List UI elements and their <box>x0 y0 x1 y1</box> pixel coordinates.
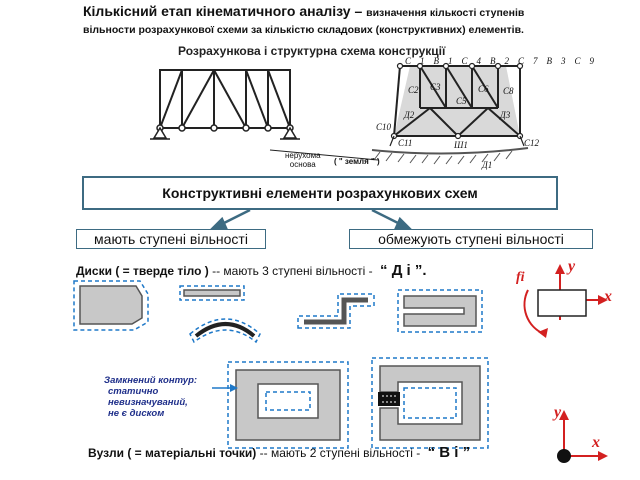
disk-c-shape <box>398 290 482 332</box>
title-note: визначення кількості ступенів <box>366 7 525 19</box>
support-label-c12: C12 <box>524 138 540 148</box>
closed-contour <box>212 362 348 448</box>
node-label-c8: C8 <box>503 86 514 96</box>
disk-label-d3: Д3 <box>500 110 511 120</box>
disk-hook <box>298 294 374 328</box>
disk-label-d2: Д2 <box>404 110 415 120</box>
nodes-line <box>88 444 470 461</box>
disk-rotation-label: fi <box>516 270 525 285</box>
split-contour <box>372 358 488 448</box>
title-main: Кількісний етап кінематичного аналізу – <box>83 3 363 19</box>
disk-x-label: x <box>604 288 612 305</box>
node-y-label: y <box>554 404 562 421</box>
node-x-label: x <box>592 434 600 451</box>
disk-label-d1: Д1 <box>482 160 493 170</box>
foundation-label: нерухома основа <box>285 151 321 169</box>
disks-bold: Диски ( = тверде тіло ) <box>76 264 209 278</box>
node-label-top: C1B1C4B2C7B3C9 <box>405 56 604 66</box>
disk-symbol: “ Д i ”. <box>380 262 427 279</box>
nodes-rest: -- мають 2 ступені вільності - <box>256 446 421 460</box>
disk-y-label: y <box>568 258 576 275</box>
page-subtitle: вільности розрахункової схеми за кількістю складових (конструктивних) елементів. <box>83 24 524 36</box>
disk-axes-graphic <box>525 264 608 338</box>
node-label-c6: C6 <box>478 84 489 94</box>
support-label-c11: C11 <box>398 138 413 148</box>
disk-bar <box>180 286 244 300</box>
node-label-c3: C3 <box>430 82 441 92</box>
disks-rest: -- мають 3 ступені вільності - <box>208 264 373 278</box>
left-box: мають ступені вільності <box>76 229 266 249</box>
support-label-sh1: Ш1 <box>454 140 468 150</box>
closed-contour-note: Замкнений контур: статично невизначуваний, не є диском <box>104 375 198 419</box>
right-box: обмежують ступені вільності <box>349 229 593 249</box>
node-axes-graphic <box>557 410 608 463</box>
disk-arc <box>190 319 260 342</box>
support-label-c10: C10 <box>376 122 392 132</box>
scheme-title: Розрахункова і структурна схема конструкції <box>178 44 446 58</box>
node-symbol: “ В i ” <box>427 444 471 461</box>
main-box: Конструктивні елементи розрахункових схем <box>82 176 558 210</box>
node-label-c5: C5 <box>456 96 467 106</box>
node-label-c2: C2 <box>408 85 419 95</box>
earth-label: ( " земля " ) <box>334 157 380 166</box>
disk-polygon <box>74 281 148 330</box>
nodes-bold: Вузли ( = матеріальні точки) <box>88 446 257 460</box>
